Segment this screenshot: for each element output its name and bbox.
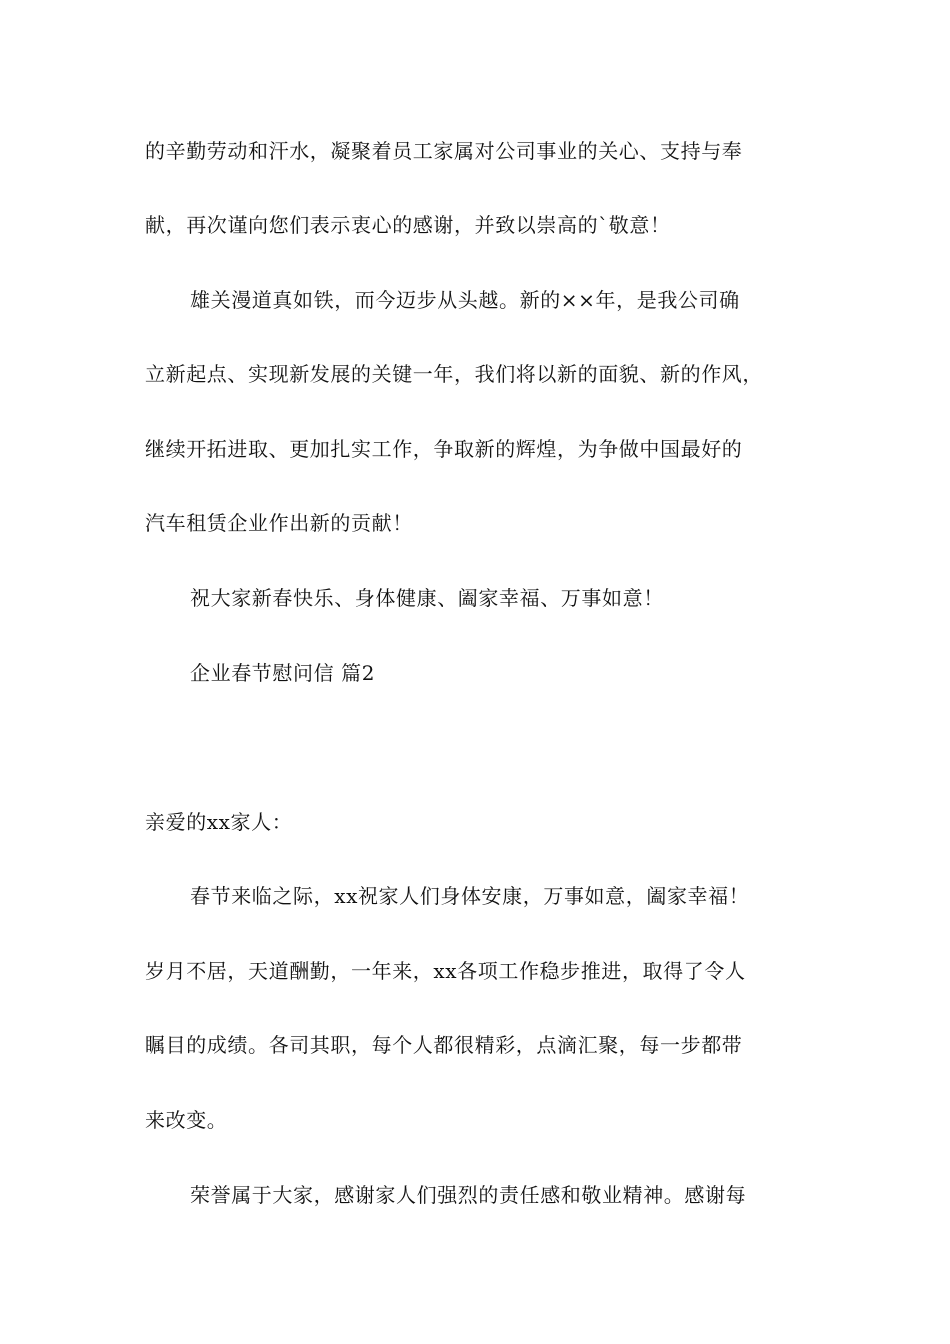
paragraph-line: 的辛勤劳动和汗水，凝聚着员工家属对公司事业的关心、支持与奉 bbox=[145, 139, 743, 163]
salutation: 亲爱的xx家人： bbox=[145, 810, 293, 834]
paragraph-line: 立新起点、实现新发展的关键一年，我们将以新的面貌、新的作风， bbox=[145, 362, 763, 386]
paragraph-line: 祝大家新春快乐、身体健康、阖家幸福、万事如意！ bbox=[190, 586, 664, 610]
section-heading: 企业春节慰问信 篇2 bbox=[190, 661, 376, 685]
paragraph-line: 荣誉属于大家，感谢家人们强烈的责任感和敬业精神。感谢每 bbox=[190, 1183, 747, 1207]
paragraph-line: 汽车租赁企业作出新的贡献！ bbox=[145, 511, 413, 535]
paragraph-line: 春节来临之际，xx祝家人们身体安康，万事如意，阖家幸福！ bbox=[190, 884, 750, 908]
paragraph-line: 继续开拓进取、更加扎实工作，争取新的辉煌，为争做中国最好的 bbox=[145, 437, 743, 461]
paragraph-line: 岁月不居，天道酬勤，一年来，xx各项工作稳步推进，取得了令人 bbox=[145, 959, 746, 983]
paragraph-line: 来改变。 bbox=[145, 1108, 228, 1132]
paragraph-line: 瞩目的成绩。各司其职，每个人都很精彩，点滴汇聚，每一步都带 bbox=[145, 1033, 743, 1057]
paragraph-line: 雄关漫道真如铁，而今迈步从头越。新的××年，是我公司确 bbox=[190, 288, 740, 312]
paragraph-line: 献，再次谨向您们表示衷心的感谢，并致以崇高的`敬意！ bbox=[145, 213, 671, 237]
